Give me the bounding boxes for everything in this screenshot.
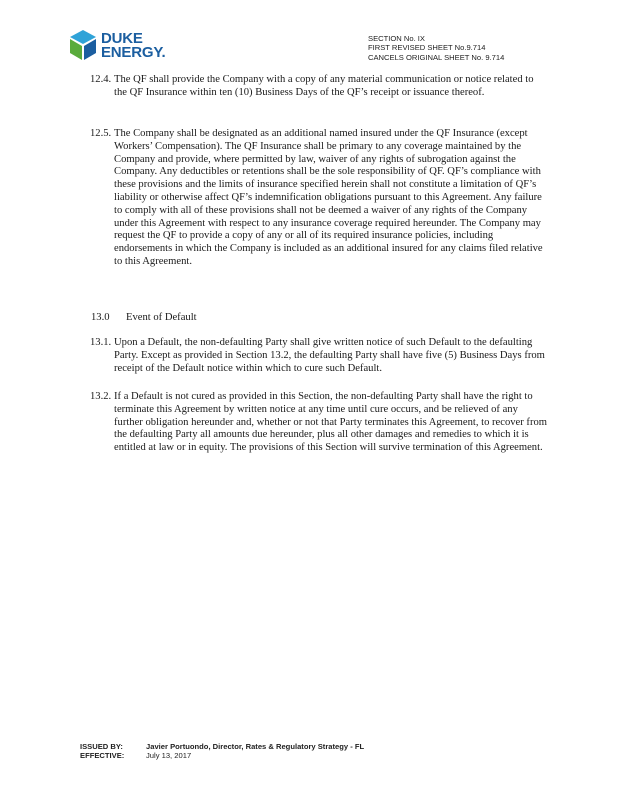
clause-number: 13.1. [90,337,112,348]
clause-text: The QF shall provide the Company with a copy of any material communication or notice related to the QF Insurance within ten (10) Business Days of the QF’s receipt or issuance thereof. [114,74,534,98]
clause-text: The Company shall be designated as an additional named insured under the QF Insurance (except Workers’ Compensation). The QF Insurance shall be primary to any coverage maintained by the Company and provide, where permitted by law, waiver of any rights of subrogation against the Company. Any deductibles or retentions shall be the sole responsibility of QF. QF’s compliance with these provisions and the limits of insurance specified herein shall not constitute a limitation of QF’s liability or otherwise affect QF’s indemnification obligations pursuant to this Agreement. Any failure to comply with all of these provisions shall not be deemed a waiver of any rights of the Company under this Agreement with respect to any insurance coverage required hereunder. The Company may request the QF to provide a copy of any or all of its required insurance policies, including endorsements in which the Company is included as an additional insured for any claims filed relative to this Agreement. [114,128,543,267]
clause-number: 12.4. [90,74,112,85]
issued-label: ISSUED BY: [80,742,123,751]
section-title: Event of Default [126,312,197,323]
effective-label: EFFECTIVE: [80,751,125,761]
clause-text: Upon a Default, the non-defaulting Party shall give written notice of such Default to the defaulting Party. Except as provided in Section 13.2, the defaulting Party shall have five (5) Business Days from receipt of the Default notice within which to cure such Default. [114,337,545,374]
clause-12-4 [90,74,548,100]
issued-value: Javier Portuondo, Director, Rates & Regulatory Strategy - FL [146,742,365,751]
section-number-13: 13.0 [91,312,110,323]
duke-energy-logo-icon [66,28,100,64]
clause-13-2 [90,391,548,455]
logo-text-line1: DUKE [101,30,143,47]
clause-13-1 [90,337,548,375]
clause-text: If a Default is not cured as provided in this Section, the non-defaulting Party shall have the right to terminate this Agreement by written notice at any time until cure occurs, and be relieved of any further obligation hereunder and, whether or not that Party terminates this Agreement, to recover from the defaulting Party all amounts due hereunder, plus all other damages and remedies to which it is entitled at law or in equity. The provisions of this Section will survive termination of this Agreement. [114,391,548,454]
duke-energy-logo [66,28,196,64]
clause-12-5 [90,128,548,269]
revised-sheet: FIRST REVISED SHEET No.9.714 [368,43,486,53]
logo-text-line2: ENERGY. [101,44,166,61]
effective-value: July 13, 2017 [146,751,192,761]
cancels-sheet: CANCELS ORIGINAL SHEET No. 9.714 [368,52,505,62]
clause-number: 13.2. [90,391,112,402]
section-number: SECTION No. IX [368,34,425,43]
clause-number: 12.5. [90,128,112,139]
sheet-header [368,34,504,62]
